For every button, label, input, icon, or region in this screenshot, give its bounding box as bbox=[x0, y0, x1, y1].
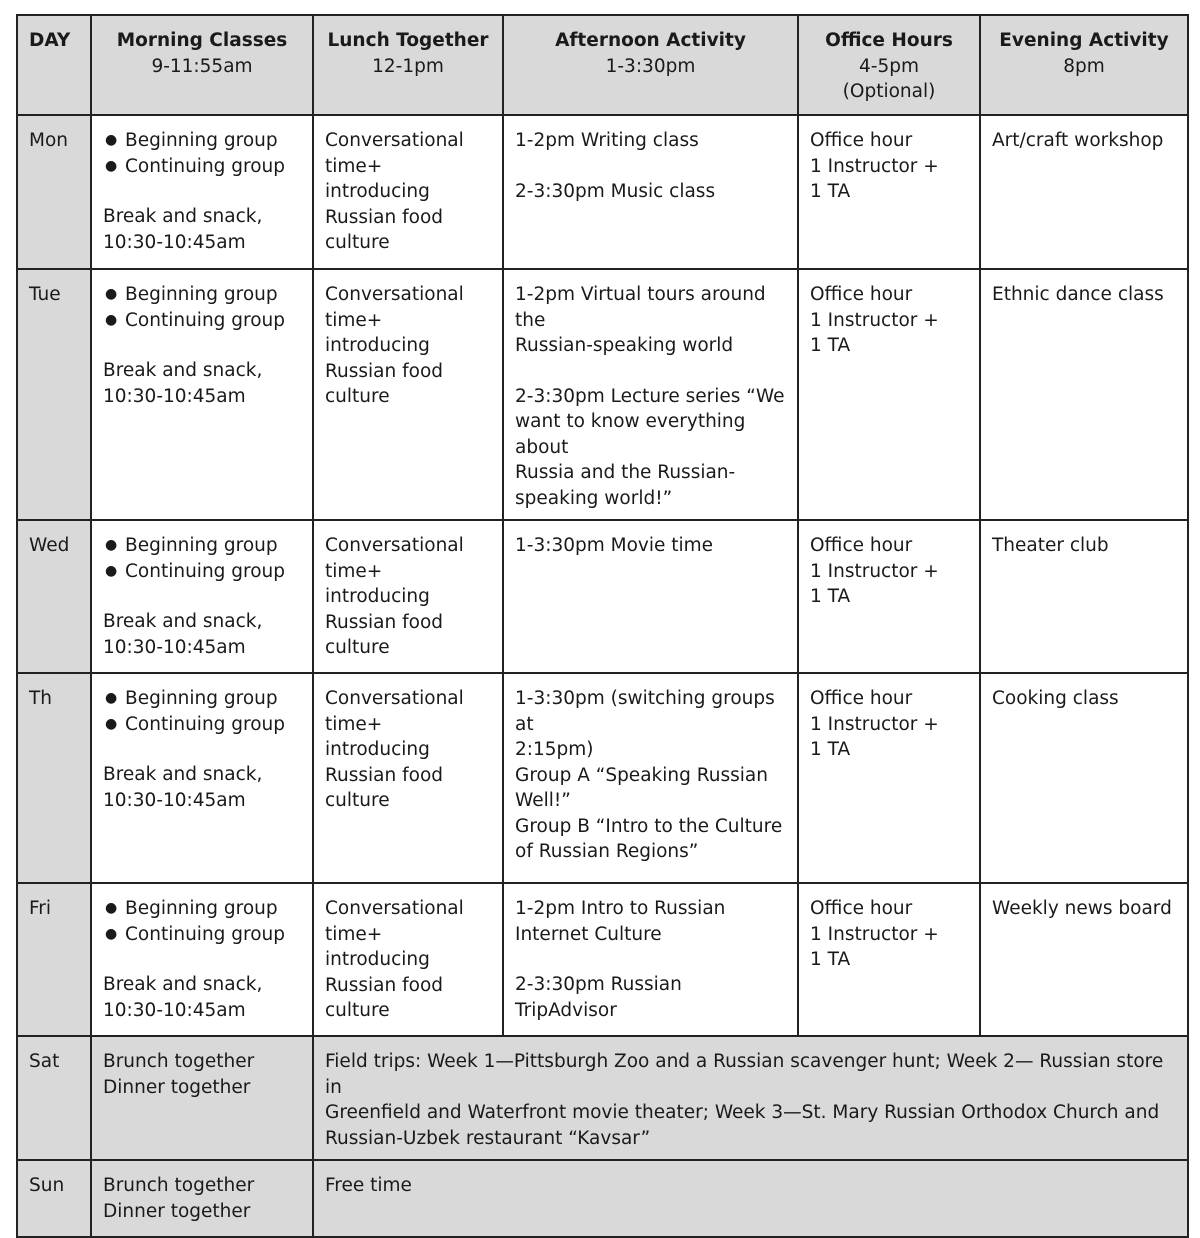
group-item bbox=[105, 686, 301, 712]
lunch-text: Conversational bbox=[325, 688, 464, 709]
office-text: 1 Instructor + bbox=[810, 155, 939, 177]
evening-cell bbox=[980, 520, 1188, 673]
bullet-icon: ● bbox=[105, 715, 118, 732]
day-row-fri bbox=[17, 883, 1188, 1036]
day-label: Mon bbox=[17, 115, 91, 269]
bullet-icon: ● bbox=[105, 286, 118, 302]
lunch-text: Conversational bbox=[325, 130, 464, 151]
day-label: Fri bbox=[17, 883, 91, 1036]
group-item bbox=[105, 128, 301, 154]
group-item bbox=[105, 308, 301, 334]
lunch-cell bbox=[313, 520, 503, 673]
lunch-text: Conversational bbox=[325, 898, 464, 919]
afternoon-cell bbox=[503, 115, 798, 269]
lunch-text: culture bbox=[325, 232, 390, 253]
evening-text: Cooking class bbox=[992, 688, 1119, 709]
group-item bbox=[105, 896, 301, 922]
afternoon-text: speaking world!” bbox=[515, 487, 673, 509]
lunch-text: culture bbox=[325, 637, 390, 658]
evening-cell bbox=[980, 115, 1188, 269]
break-text: Break and snack, bbox=[103, 360, 263, 381]
lunch-text: time+ introducing bbox=[325, 155, 430, 202]
group-label: Continuing group bbox=[125, 560, 286, 582]
group-label: Beginning group bbox=[125, 688, 278, 709]
day-label: Sat bbox=[17, 1036, 91, 1160]
office-text: 1 TA bbox=[810, 586, 851, 607]
bullet-icon: ● bbox=[105, 537, 118, 553]
afternoon-text: Russian-speaking world bbox=[515, 335, 734, 356]
office-text: 1 Instructor + bbox=[810, 923, 939, 945]
office-cell bbox=[798, 673, 980, 883]
spacer bbox=[103, 333, 301, 358]
afternoon-text: Group B “Intro to the Culture bbox=[515, 815, 783, 837]
lunch-text: culture bbox=[325, 790, 390, 811]
office-text: 1 TA bbox=[810, 949, 851, 970]
group-list bbox=[103, 686, 301, 737]
afternoon-text: Well!” bbox=[515, 790, 571, 811]
evening-cell bbox=[980, 269, 1188, 520]
office-cell bbox=[798, 115, 980, 269]
weekend-activity-cell bbox=[313, 1160, 1188, 1237]
lunch-cell bbox=[313, 269, 503, 520]
break-text: 10:30-10:45am bbox=[103, 231, 246, 253]
office-text: Office hour bbox=[810, 130, 913, 151]
lunch-text: Russian food bbox=[325, 974, 444, 996]
break-text: Break and snack, bbox=[103, 611, 263, 632]
meals-cell bbox=[91, 1160, 313, 1237]
day-label: Sun bbox=[17, 1160, 91, 1237]
spacer bbox=[515, 154, 786, 179]
break-text: Break and snack, bbox=[103, 206, 263, 227]
office-text: Office hour bbox=[810, 284, 913, 305]
afternoon-text: 2:15pm) bbox=[515, 739, 594, 760]
lunch-cell bbox=[313, 115, 503, 269]
group-label: Continuing group bbox=[125, 155, 286, 177]
group-label: Beginning group bbox=[125, 284, 278, 305]
bullet-icon: ● bbox=[105, 900, 118, 916]
lunch-text: Conversational bbox=[325, 535, 464, 556]
bullet-icon: ● bbox=[105, 690, 118, 706]
activity-text: Russian-Uzbek restaurant “Kavsar” bbox=[325, 1127, 651, 1149]
lunch-text: Russian food bbox=[325, 360, 444, 382]
afternoon-text: Group A “Speaking Russian bbox=[515, 764, 768, 786]
office-text: 1 Instructor + bbox=[810, 309, 939, 331]
activity-text: Field trips: Week 1—Pittsburgh Zoo and a Russian scavenger hunt; Week 2— Russian store in bbox=[325, 1051, 1164, 1098]
header-office: Office Hours 4-5pm (Optional) bbox=[798, 15, 980, 115]
group-item bbox=[105, 922, 301, 948]
group-list bbox=[103, 896, 301, 947]
bullet-icon: ● bbox=[105, 157, 118, 174]
day-row-wed bbox=[17, 520, 1188, 673]
bullet-icon: ● bbox=[105, 311, 118, 328]
office-cell bbox=[798, 883, 980, 1036]
day-row-mon bbox=[17, 115, 1188, 269]
afternoon-text: 2-3:30pm Music class bbox=[515, 180, 716, 202]
afternoon-text: 1-3:30pm (switching groups at bbox=[515, 688, 775, 735]
morning-cell bbox=[91, 883, 313, 1036]
afternoon-text: want to know everything about bbox=[515, 411, 746, 458]
afternoon-text: 1-2pm Intro to Russian bbox=[515, 898, 726, 919]
office-text: 1 TA bbox=[810, 739, 851, 760]
header-afternoon: Afternoon Activity 1-3:30pm bbox=[503, 15, 798, 115]
lunch-text: time+ introducing bbox=[325, 309, 430, 356]
activity-text: Greenfield and Waterfront movie theater; Week 3—St. Mary Russian Orthodox Church and bbox=[325, 1102, 1160, 1123]
lunch-text: Russian food bbox=[325, 206, 444, 228]
afternoon-cell bbox=[503, 883, 798, 1036]
meal-text: Dinner together bbox=[103, 1200, 251, 1222]
bullet-icon: ● bbox=[105, 132, 118, 148]
group-list bbox=[103, 282, 301, 333]
break-text: 10:30-10:45am bbox=[103, 999, 246, 1021]
weekend-activity-cell bbox=[313, 1036, 1188, 1160]
group-label: Beginning group bbox=[125, 130, 278, 151]
activity-text: Free time bbox=[325, 1175, 412, 1196]
group-item bbox=[105, 154, 301, 180]
evening-text: Ethnic dance class bbox=[992, 284, 1164, 305]
group-label: Beginning group bbox=[125, 535, 278, 556]
header-morning: Morning Classes 9-11:55am bbox=[91, 15, 313, 115]
afternoon-cell bbox=[503, 520, 798, 673]
bullet-icon: ● bbox=[105, 925, 118, 942]
break-text: 10:30-10:45am bbox=[103, 636, 246, 658]
spacer bbox=[103, 584, 301, 609]
lunch-text: Russian food bbox=[325, 764, 444, 786]
office-text: Office hour bbox=[810, 688, 913, 709]
header-row bbox=[17, 15, 1188, 115]
group-label: Continuing group bbox=[125, 923, 286, 945]
evening-text: Theater club bbox=[992, 535, 1109, 556]
break-text: 10:30-10:45am bbox=[103, 789, 246, 811]
day-row-th bbox=[17, 673, 1188, 883]
afternoon-text: 1-3:30pm Movie time bbox=[515, 535, 714, 556]
evening-cell bbox=[980, 883, 1188, 1036]
lunch-text: culture bbox=[325, 1000, 390, 1021]
break-text: Break and snack, bbox=[103, 764, 263, 785]
day-label: Th bbox=[17, 673, 91, 883]
spacer bbox=[103, 737, 301, 762]
afternoon-text: 1-2pm Virtual tours around the bbox=[515, 284, 766, 331]
group-label: Continuing group bbox=[125, 713, 286, 735]
lunch-text: time+ introducing bbox=[325, 560, 430, 607]
header-day: DAY bbox=[17, 15, 91, 115]
evening-cell bbox=[980, 673, 1188, 883]
office-cell bbox=[798, 269, 980, 520]
afternoon-text: 2-3:30pm Lecture series “We bbox=[515, 385, 785, 407]
header-evening: Evening Activity 8pm bbox=[980, 15, 1188, 115]
schedule-table bbox=[16, 14, 1189, 1238]
group-list bbox=[103, 533, 301, 584]
office-cell bbox=[798, 520, 980, 673]
afternoon-cell bbox=[503, 673, 798, 883]
day-row-tue bbox=[17, 269, 1188, 520]
evening-text: Art/craft workshop bbox=[992, 130, 1164, 151]
office-text: 1 Instructor + bbox=[810, 560, 939, 582]
break-text: Break and snack, bbox=[103, 974, 263, 995]
lunch-text: culture bbox=[325, 386, 390, 407]
afternoon-text: 1-2pm Writing class bbox=[515, 130, 699, 151]
group-label: Continuing group bbox=[125, 309, 286, 331]
break-text: 10:30-10:45am bbox=[103, 385, 246, 407]
lunch-text: Conversational bbox=[325, 284, 464, 305]
morning-cell bbox=[91, 520, 313, 673]
afternoon-text: Russia and the Russian- bbox=[515, 462, 736, 483]
office-text: 1 TA bbox=[810, 335, 851, 356]
office-text: Office hour bbox=[810, 898, 913, 919]
group-item bbox=[105, 533, 301, 559]
day-row-sun bbox=[17, 1160, 1188, 1237]
office-text: 1 Instructor + bbox=[810, 713, 939, 735]
office-text: 1 TA bbox=[810, 181, 851, 202]
office-text: Office hour bbox=[810, 535, 913, 556]
day-label: Wed bbox=[17, 520, 91, 673]
meal-text: Brunch together bbox=[103, 1051, 255, 1072]
spacer bbox=[103, 179, 301, 204]
lunch-text: Russian food bbox=[325, 611, 444, 633]
afternoon-text: Internet Culture bbox=[515, 923, 662, 945]
spacer bbox=[515, 947, 786, 972]
morning-cell bbox=[91, 269, 313, 520]
header-lunch: Lunch Together 12-1pm bbox=[313, 15, 503, 115]
afternoon-text: 2-3:30pm Russian TripAdvisor bbox=[515, 974, 682, 1021]
meal-text: Brunch together bbox=[103, 1175, 255, 1196]
group-list bbox=[103, 128, 301, 179]
group-item bbox=[105, 712, 301, 738]
group-item bbox=[105, 282, 301, 308]
afternoon-cell bbox=[503, 269, 798, 520]
meal-text: Dinner together bbox=[103, 1076, 251, 1098]
lunch-cell bbox=[313, 673, 503, 883]
bullet-icon: ● bbox=[105, 562, 118, 579]
group-label: Beginning group bbox=[125, 898, 278, 919]
lunch-text: time+ introducing bbox=[325, 923, 430, 970]
group-item bbox=[105, 559, 301, 585]
morning-cell bbox=[91, 115, 313, 269]
day-row-sat bbox=[17, 1036, 1188, 1160]
day-label: Tue bbox=[17, 269, 91, 520]
afternoon-text: of Russian Regions” bbox=[515, 841, 699, 862]
spacer bbox=[103, 947, 301, 972]
lunch-cell bbox=[313, 883, 503, 1036]
evening-text: Weekly news board bbox=[992, 898, 1172, 919]
meals-cell bbox=[91, 1036, 313, 1160]
spacer bbox=[515, 359, 786, 384]
morning-cell bbox=[91, 673, 313, 883]
lunch-text: time+ introducing bbox=[325, 713, 430, 760]
